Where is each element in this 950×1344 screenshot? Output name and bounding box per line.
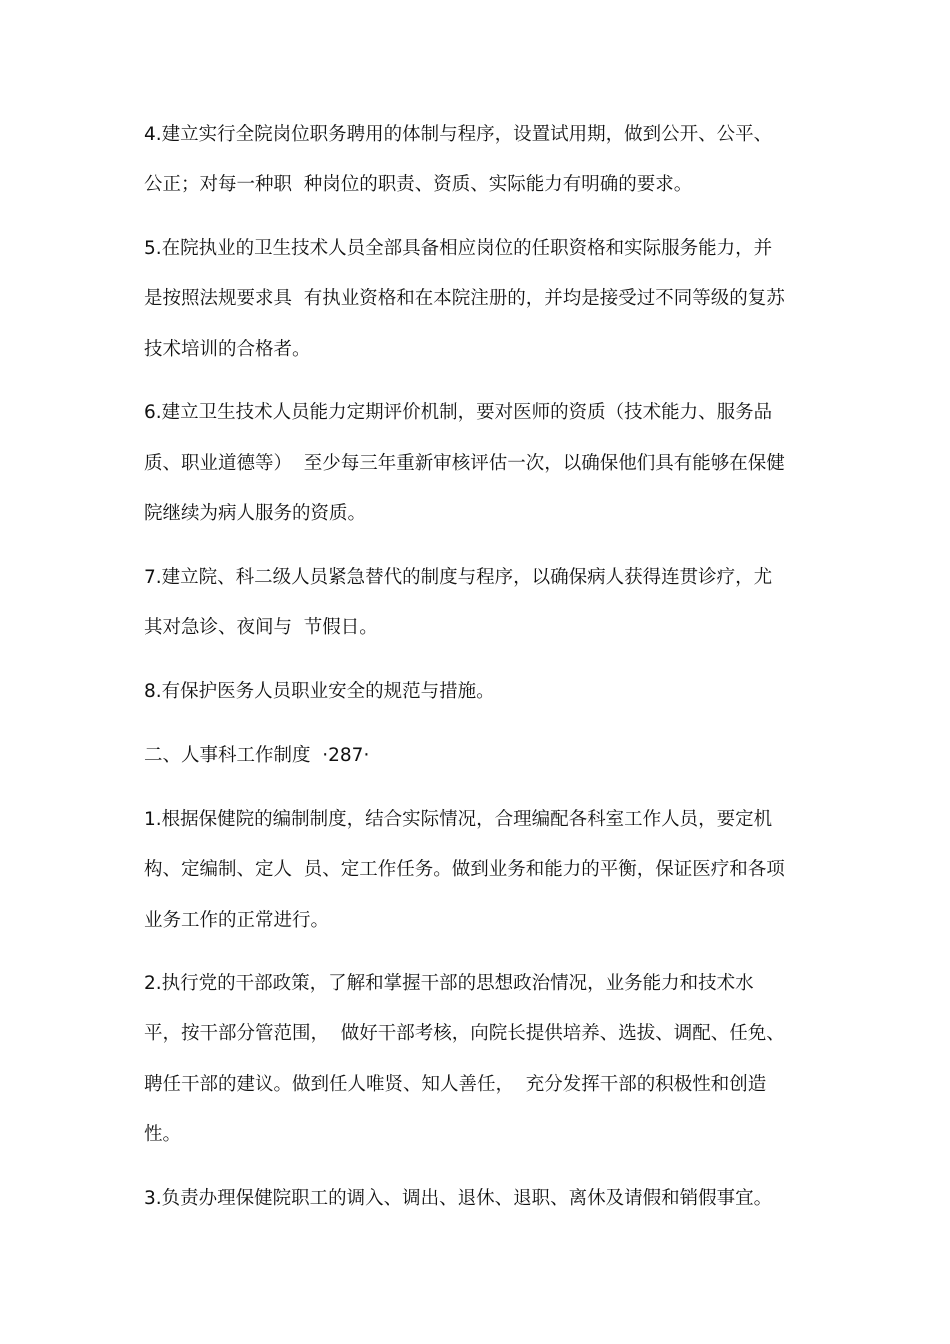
text-line: 6.建立卫生技术人员能力定期评价机制，要对医师的资质（技术能力、服务品: [144, 402, 773, 423]
text-line: 公正；对每一种职 种岗位的职责、资质、实际能力有明确的要求。: [144, 174, 693, 195]
text-line: 2.执行党的干部政策，了解和掌握干部的思想政治情况，业务能力和技术水: [144, 973, 754, 994]
text-line: 院继续为病人服务的资质。: [144, 503, 367, 524]
text-line: 性。: [144, 1124, 182, 1145]
section-heading: 二、人事科工作制度 ·287·: [144, 745, 370, 766]
text-line: 8.有保护医务人员职业安全的规范与措施。: [144, 681, 495, 702]
text-line: 其对急诊、夜间与 节假日。: [144, 617, 378, 638]
text-line: 构、定编制、定人 员、定工作任务。做到业务和能力的平衡，保证医疗和各项: [144, 859, 785, 880]
text-line: 聘任干部的建议。做到任人唯贤、知人善任， 充分发挥干部的积极性和创造: [144, 1074, 767, 1095]
text-line: 1.根据保健院的编制制度，结合实际情况，合理编配各科室工作人员，要定机: [144, 809, 773, 830]
text-line: 4.建立实行全院岗位职务聘用的体制与程序，设置试用期，做到公开、公平、: [144, 124, 773, 145]
text-line: 是按照法规要求具 有执业资格和在本院注册的，并均是接受过不同等级的复苏: [144, 288, 785, 309]
text-line: 7.建立院、科二级人员紧急替代的制度与程序，以确保病人获得连贯诊疗，尤: [144, 567, 773, 588]
text-line: 3.负责办理保健院职工的调入、调出、退休、退职、离休及请假和销假事宜。: [144, 1188, 773, 1209]
text-line: 业务工作的正常进行。: [144, 910, 330, 931]
text-line: 质、职业道德等） 至少每三年重新审核评估一次，以确保他们具有能够在保健: [144, 453, 785, 474]
text-line: 技术培训的合格者。: [144, 339, 311, 360]
text-line: 5.在院执业的卫生技术人员全部具备相应岗位的任职资格和实际服务能力，并: [144, 238, 773, 259]
text-line: 平，按干部分管范围， 做好干部考核，向院长提供培养、选拔、调配、任免、: [144, 1023, 785, 1044]
